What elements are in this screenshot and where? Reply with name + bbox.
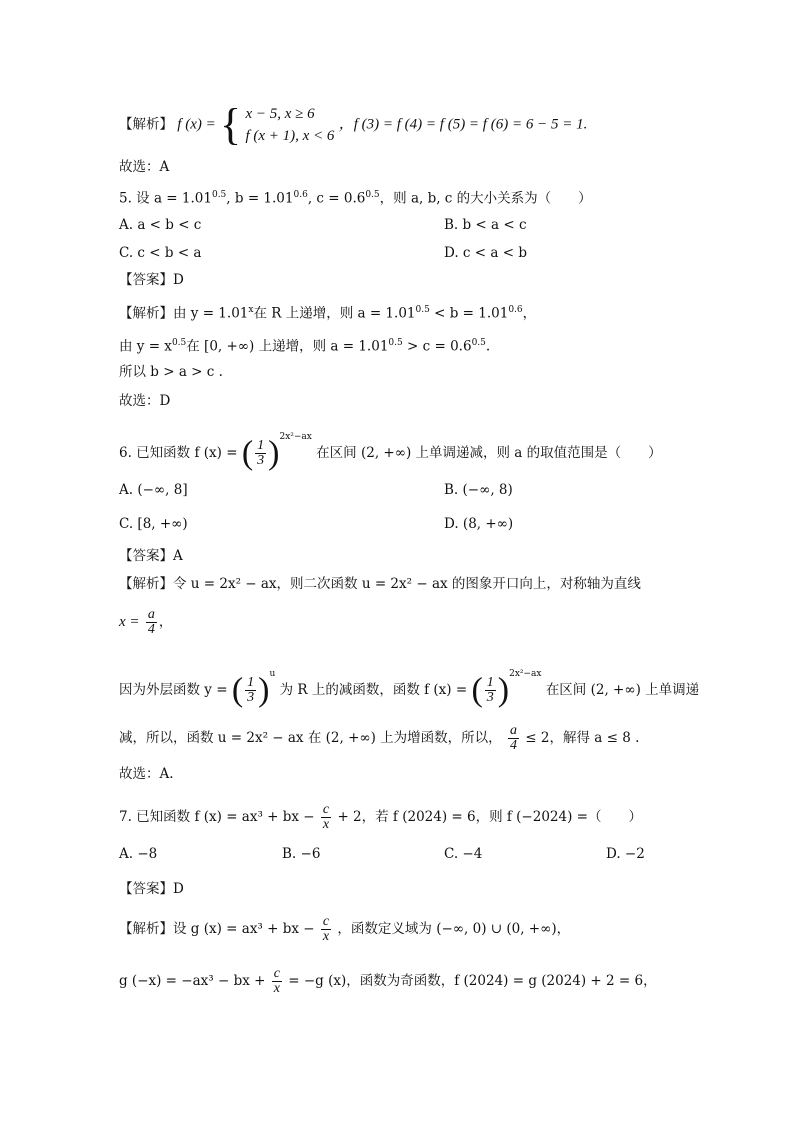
fraction: $\frac{c}{x}$ [322, 914, 330, 944]
answer-line: 故选：A [119, 159, 170, 175]
option-d: D. −2 [606, 846, 645, 862]
answer-line: 故选：A. [119, 766, 174, 782]
explanation-line: x = $\frac{a}{4}$ ， [119, 607, 173, 637]
question-7: 7. 已知函数 f (x) = ax³ + bx − $\frac{c}{x}$ + 2，若 f (2024) = 6，则 f (−2024) =（ ） [119, 802, 642, 832]
question-5: 5. 设 $a = 1.01^{0.5}$, $b = 1.01^{0.6}$, $c = 0.6^{0.5}$，则 a, b, c 的大小关系为（ ） [119, 190, 592, 207]
option-b: B. −6 [282, 846, 321, 862]
option-a: A. a < b < c [119, 217, 202, 233]
explanation-line: 【解析】设 g (x) = ax³ + bx − $\frac{c}{x}$ ，函数定义域为 (−∞, 0) ∪ (0, +∞)， [119, 914, 571, 944]
solution-line-piecewise: 【解析】 f (x) = { x − 5, x ≥ 6 f (x + 1), x < 6 ，f (3) = f (4) = f (5) = f (6) = 6 − 5 = 1. [119, 100, 588, 149]
option-d: D. (8, +∞) [444, 516, 514, 532]
option-d: D. c < a < b [444, 245, 527, 261]
answer-label: 【答案】D [119, 272, 184, 288]
option-b: B. b < a < c [444, 217, 527, 233]
explanation-line: 由 $y = x^{0.5}$在 [0, +∞) 上递增，则 $a = 1.01^{0.5} > c = 0.6^{0.5}$. [119, 338, 491, 355]
explanation-line: 【解析】由 $y = 1.01^x$在 R 上递增，则 $a = 1.01^{0.5} < b = 1.01^{0.6}$， [119, 305, 537, 322]
explanation-line: g (−x) = −ax³ − bx + $\frac{c}{x}$ = −g (x)，函数为奇函数，f (2024) = g (2024) + 2 = 6， [119, 966, 657, 996]
option-c: C. −4 [444, 846, 483, 862]
option-b: B. (−∞, 8) [444, 482, 513, 498]
option-c: C. c < b < a [119, 245, 202, 261]
piecewise-cases: x − 5, x ≥ 6 f (x + 1), x < 6 [245, 106, 335, 144]
explanation-line: 因为外层函数 y = ( $\frac{1}{3}$ )$^u$ 为 R 上的减函数，函数 f (x) = ( $\frac{1}{3}$ )$^{2x^2-ax}$ 在区间 (2, +∞) 上单调递 [119, 669, 700, 709]
label: 【解析】 [119, 116, 173, 133]
option-a: A. −8 [119, 846, 158, 862]
answer-line: 故选：D [119, 393, 171, 409]
question-6: 6. 已知函数 f (x) = ( $\frac{1}{3}$ )$^{2x^2-ax}$ 在区间 (2, +∞) 上单调递减，则 a 的取值范围是（ ） [119, 432, 662, 472]
fraction: $\frac{1}{3}$ [257, 438, 265, 468]
fraction: $\frac{1}{3}$ [486, 675, 494, 705]
answer-label: 【答案】D [119, 881, 184, 897]
explanation-line: 所以 b > a > c . [119, 364, 223, 380]
fraction: $\frac{c}{x}$ [322, 802, 330, 832]
explanation-line: 减，所以，函数 u = 2x² − ax 在 (2, +∞) 上为增函数，所以， $\frac{a}{4}$ ≤ 2，解得 a ≤ 8 . [119, 723, 640, 753]
answer-label: 【答案】A [119, 548, 183, 564]
fraction: $\frac{a}{4}$ [509, 723, 517, 753]
fraction: $\frac{c}{x}$ [273, 966, 280, 996]
explanation-line: 【解析】令 u = 2x² − ax，则二次函数 u = 2x² − ax 的图象开口向上，对称轴为直线 [119, 576, 641, 592]
option-c: C. [8, +∞) [119, 516, 188, 532]
fraction: $\frac{a}{4}$ [147, 607, 155, 637]
option-a: A. (−∞, 8] [119, 482, 188, 498]
fraction: $\frac{1}{3}$ [247, 675, 255, 705]
brace: { [220, 100, 242, 149]
